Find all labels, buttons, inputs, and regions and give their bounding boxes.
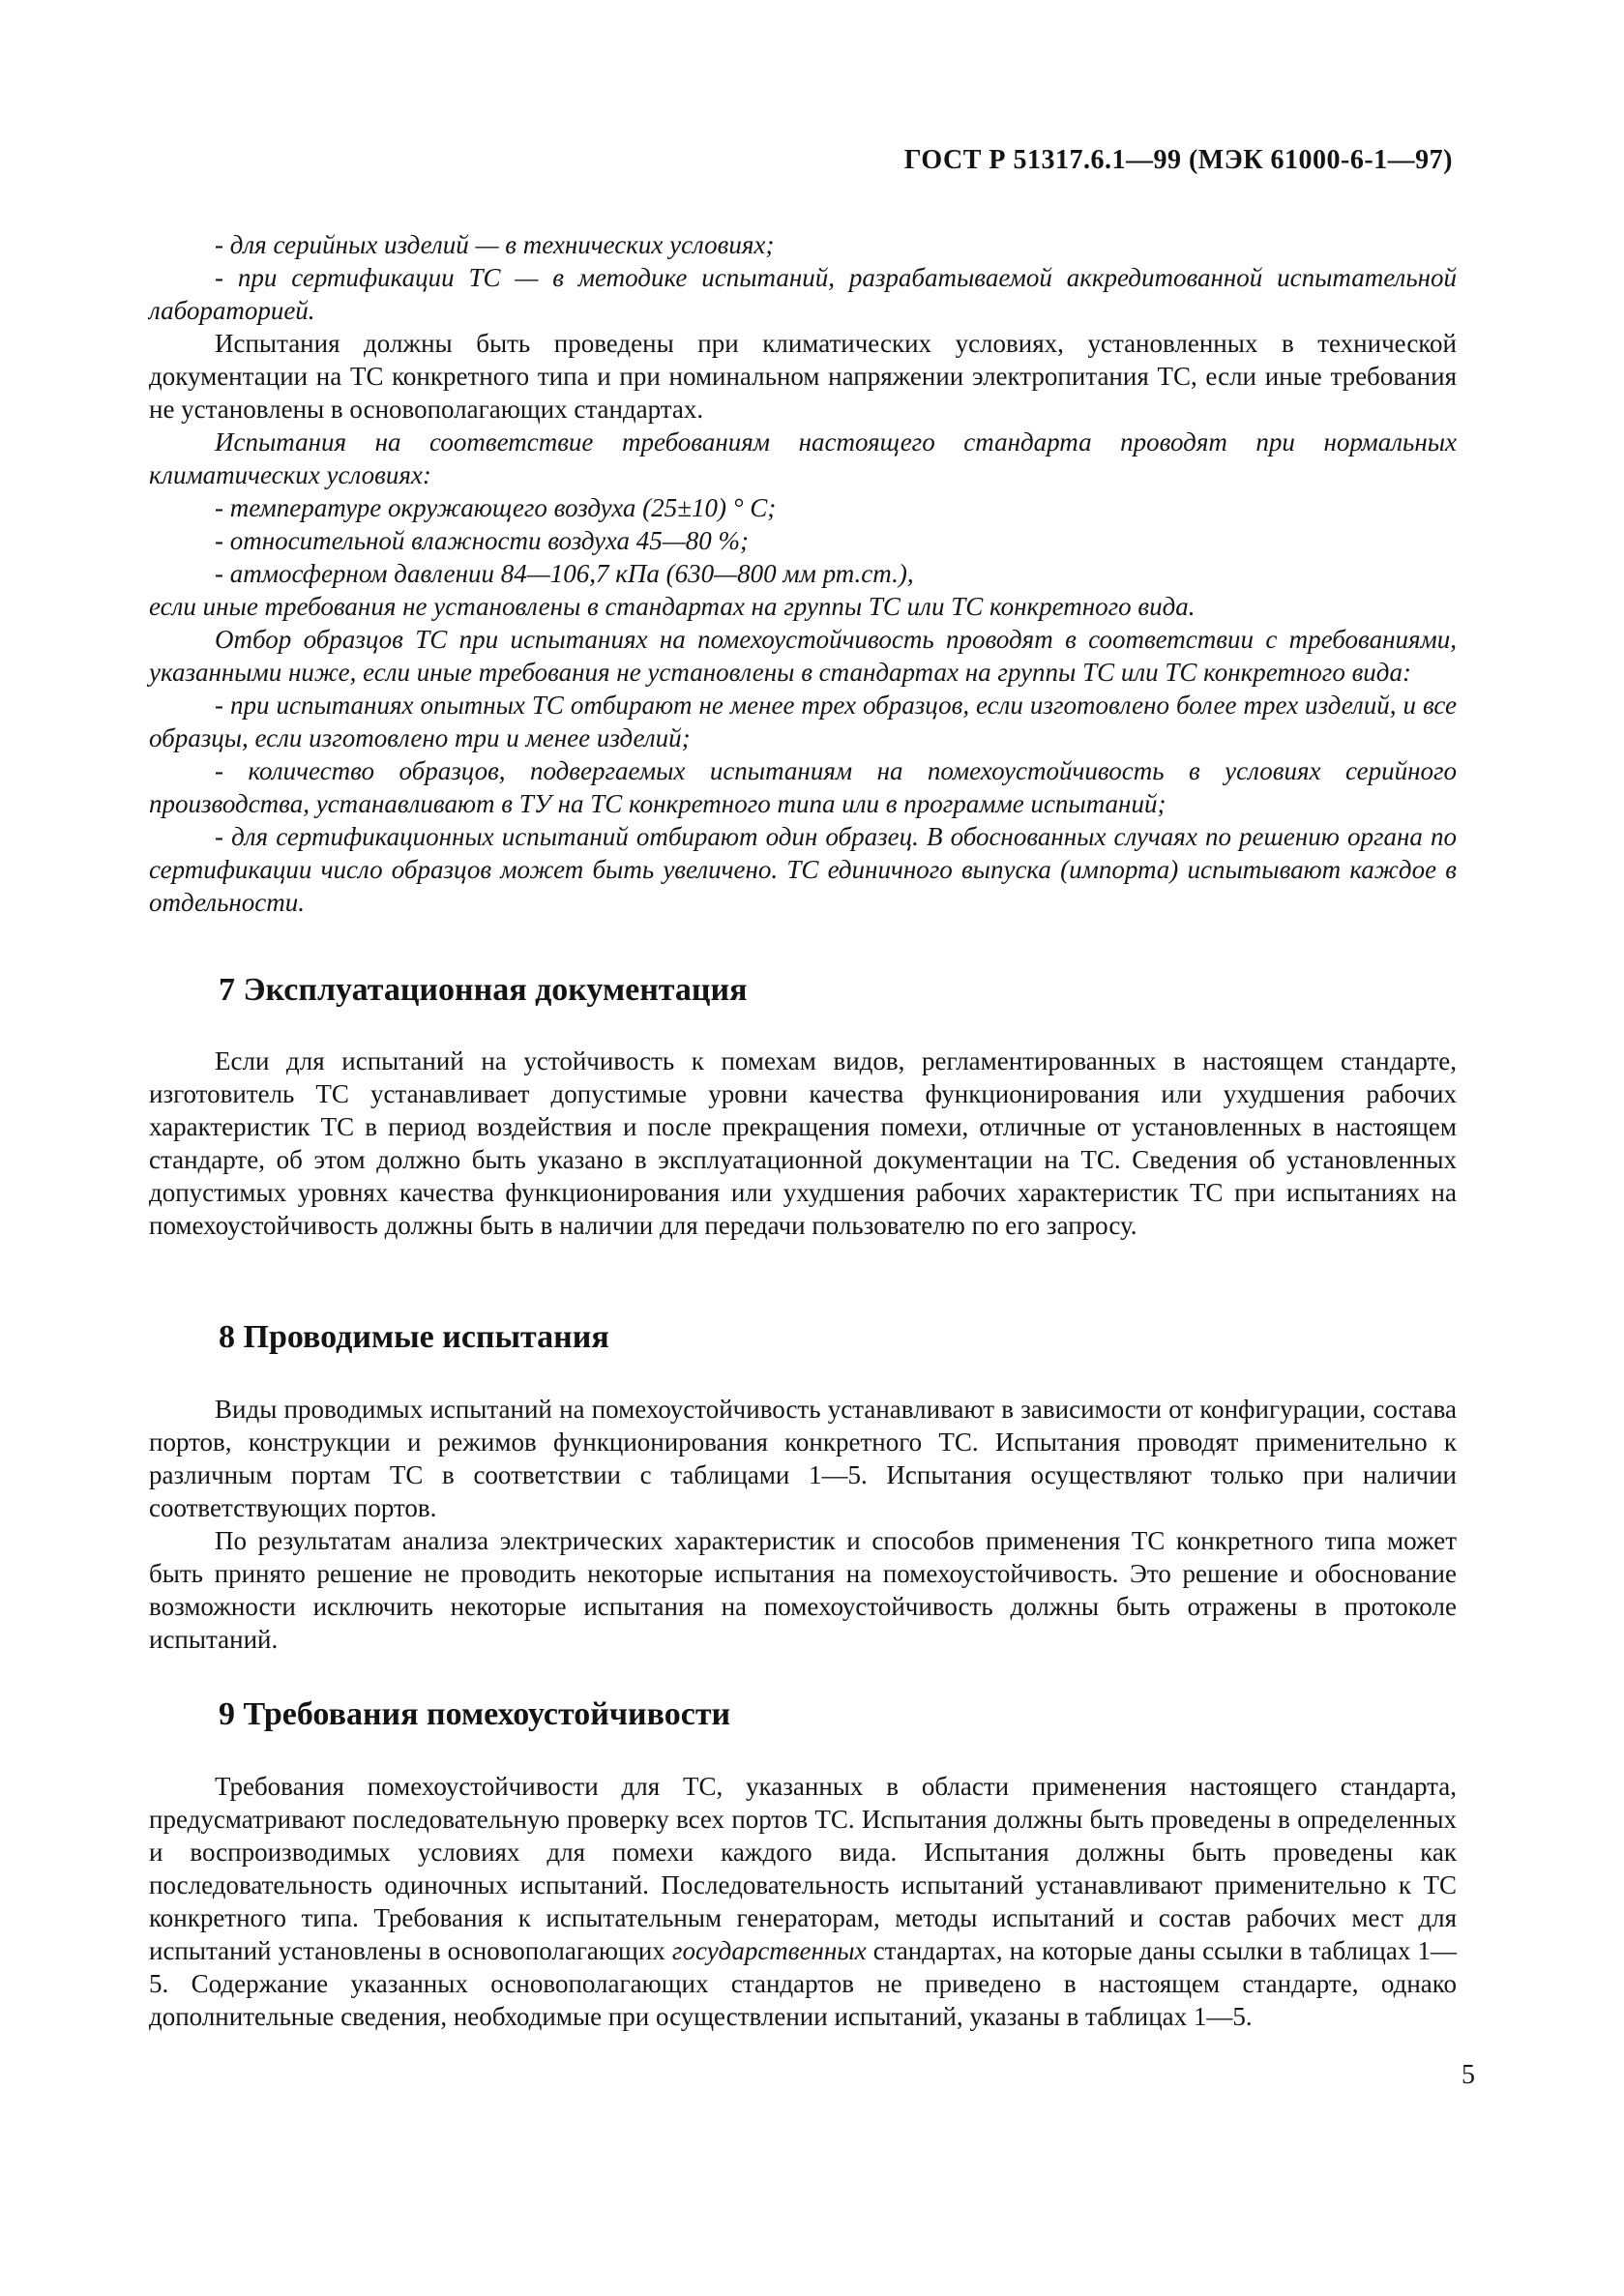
paragraph-text: Требования помехоустойчивости для ТС, указанных в области применения настоящего стандарта, предусматривают последовательную проверку всех портов ТС. Испытания должны быть проведены в определенных и воспроизводимых условиях для помехи каждого вида. Испытания должны быть проведены как последовательность одиночных испытаний. Последовательность испытаний устанавливают применительно к ТС конкретного типа. Требования к испытательным генераторам, методы испытаний и состав рабочих мест для испытаний установлены в основополагающих <box>149 1772 1457 1965</box>
paragraph-text: стандартах, на которые даны ссылки в таблицах 1—5. Содержание указанных основополагающих стандартов не приведено в настоящем стандарте, однако дополнительные сведения, необходимые при осуществлении испытаний, указаны в таблицах 1—5. <box>149 1936 1457 2031</box>
paragraph: Отбор образцов ТС при испытаниях на помехоустойчивость проводят в соответствии с требованиями, указанными ниже, если иные требования не установлены в стандартах на группы ТС или ТС конкретного вида: <box>149 625 1457 687</box>
section-7-heading: 7 Эксплуатационная документация <box>219 972 748 1008</box>
paragraph: если иные требования не установлены в стандартах на группы ТС или ТС конкретного вида. <box>149 592 1196 621</box>
paragraph: Испытания на соответствие требованиям настоящего стандарта проводят при нормальных климатических условиях: <box>149 427 1457 489</box>
paragraph: - при сертификации ТС — в методике испытаний, разрабатываемой аккредитованной испытательной лабораторией. <box>149 263 1457 325</box>
paragraph: Испытания должны быть проведены при климатических условиях, установленных в технической документации на ТС конкретного типа и при номинальном напряжении электропитания ТС, если иные требования не установлены в основополагающих стандартах. <box>149 329 1457 424</box>
intro-block <box>149 228 1457 919</box>
paragraph: По результатам анализа электрических характеристик и способов применения ТС конкретного типа может быть принято решение не проводить некоторые испытания на помехоустойчивость. Это решение и обоснование возможности исключить некоторые испытания на помехоустойчивость должны быть отражены в протоколе испытаний. <box>149 1526 1457 1654</box>
section-9-body <box>149 1770 1457 2033</box>
paragraph: Если для испытаний на устойчивость к помехам видов, регламентированных в настоящем стандарте, изготовитель ТС устанавливает допустимые уровни качества функционирования или ухудшения рабочих характеристик ТС в период воздействия и после прекращения помехи, отличные от установленных в настоящем стандарте, об этом должно быть указано в эксплуатационной документации на ТС. Сведения об установленных допустимых уровнях качества функционирования или ухудшения рабочих характеристик ТС при испытаниях на помехоустойчивость должны быть в наличии для передачи пользователю по его запросу. <box>149 1046 1457 1240</box>
paragraph-text-italic: государственных <box>671 1936 867 1965</box>
page-number: 5 <box>1462 2060 1475 2090</box>
section-8-body <box>149 1393 1457 1656</box>
paragraph: - для сертификационных испытаний отбирают один образец. В обоснованных случаях по решению органа по сертификации число образцов может быть увеличено. ТС единичного выпуска (импорта) испытывают каждое в отдельности. <box>149 822 1457 917</box>
document-header: ГОСТ Р 51317.6.1—99 (МЭК 61000-6-1—97) <box>903 145 1453 175</box>
paragraph: - температуре окружающего воздуха (25±10) ° С; <box>215 493 777 522</box>
paragraph: - относительной влажности воздуха 45—80 %; <box>215 526 749 555</box>
paragraph: Виды проводимых испытаний на помехоустойчивость устанавливают в зависимости от конфигурации, состава портов, конструкции и режимов функционирования конкретного ТС. Испытания проводят применительно к различным портам ТС в соответствии с таблицами 1—5. Испытания осуществляют только при наличии соответствующих портов. <box>149 1395 1457 1522</box>
section-9-heading: 9 Требования помехоустойчивости <box>219 1696 731 1732</box>
section-8-heading: 8 Проводимые испытания <box>219 1319 609 1355</box>
paragraph: - атмосферном давлении 84—106,7 кПа (630—800 мм рт.ст.), <box>215 559 914 588</box>
paragraph: - количество образцов, подвергаемых испытаниям на помехоустойчивость в условиях серийного производства, устанавливают в ТУ на ТС конкретного типа или в программе испытаний; <box>149 756 1457 818</box>
section-7-body <box>149 1045 1457 1242</box>
paragraph: - для серийных изделий — в технических условиях; <box>215 230 775 259</box>
paragraph <box>149 1770 1457 2033</box>
paragraph: - при испытаниях опытных ТС отбирают не менее трех образцов, если изготовлено более трех изделий, и все образцы, если изготовлено три и менее изделий; <box>149 691 1457 752</box>
